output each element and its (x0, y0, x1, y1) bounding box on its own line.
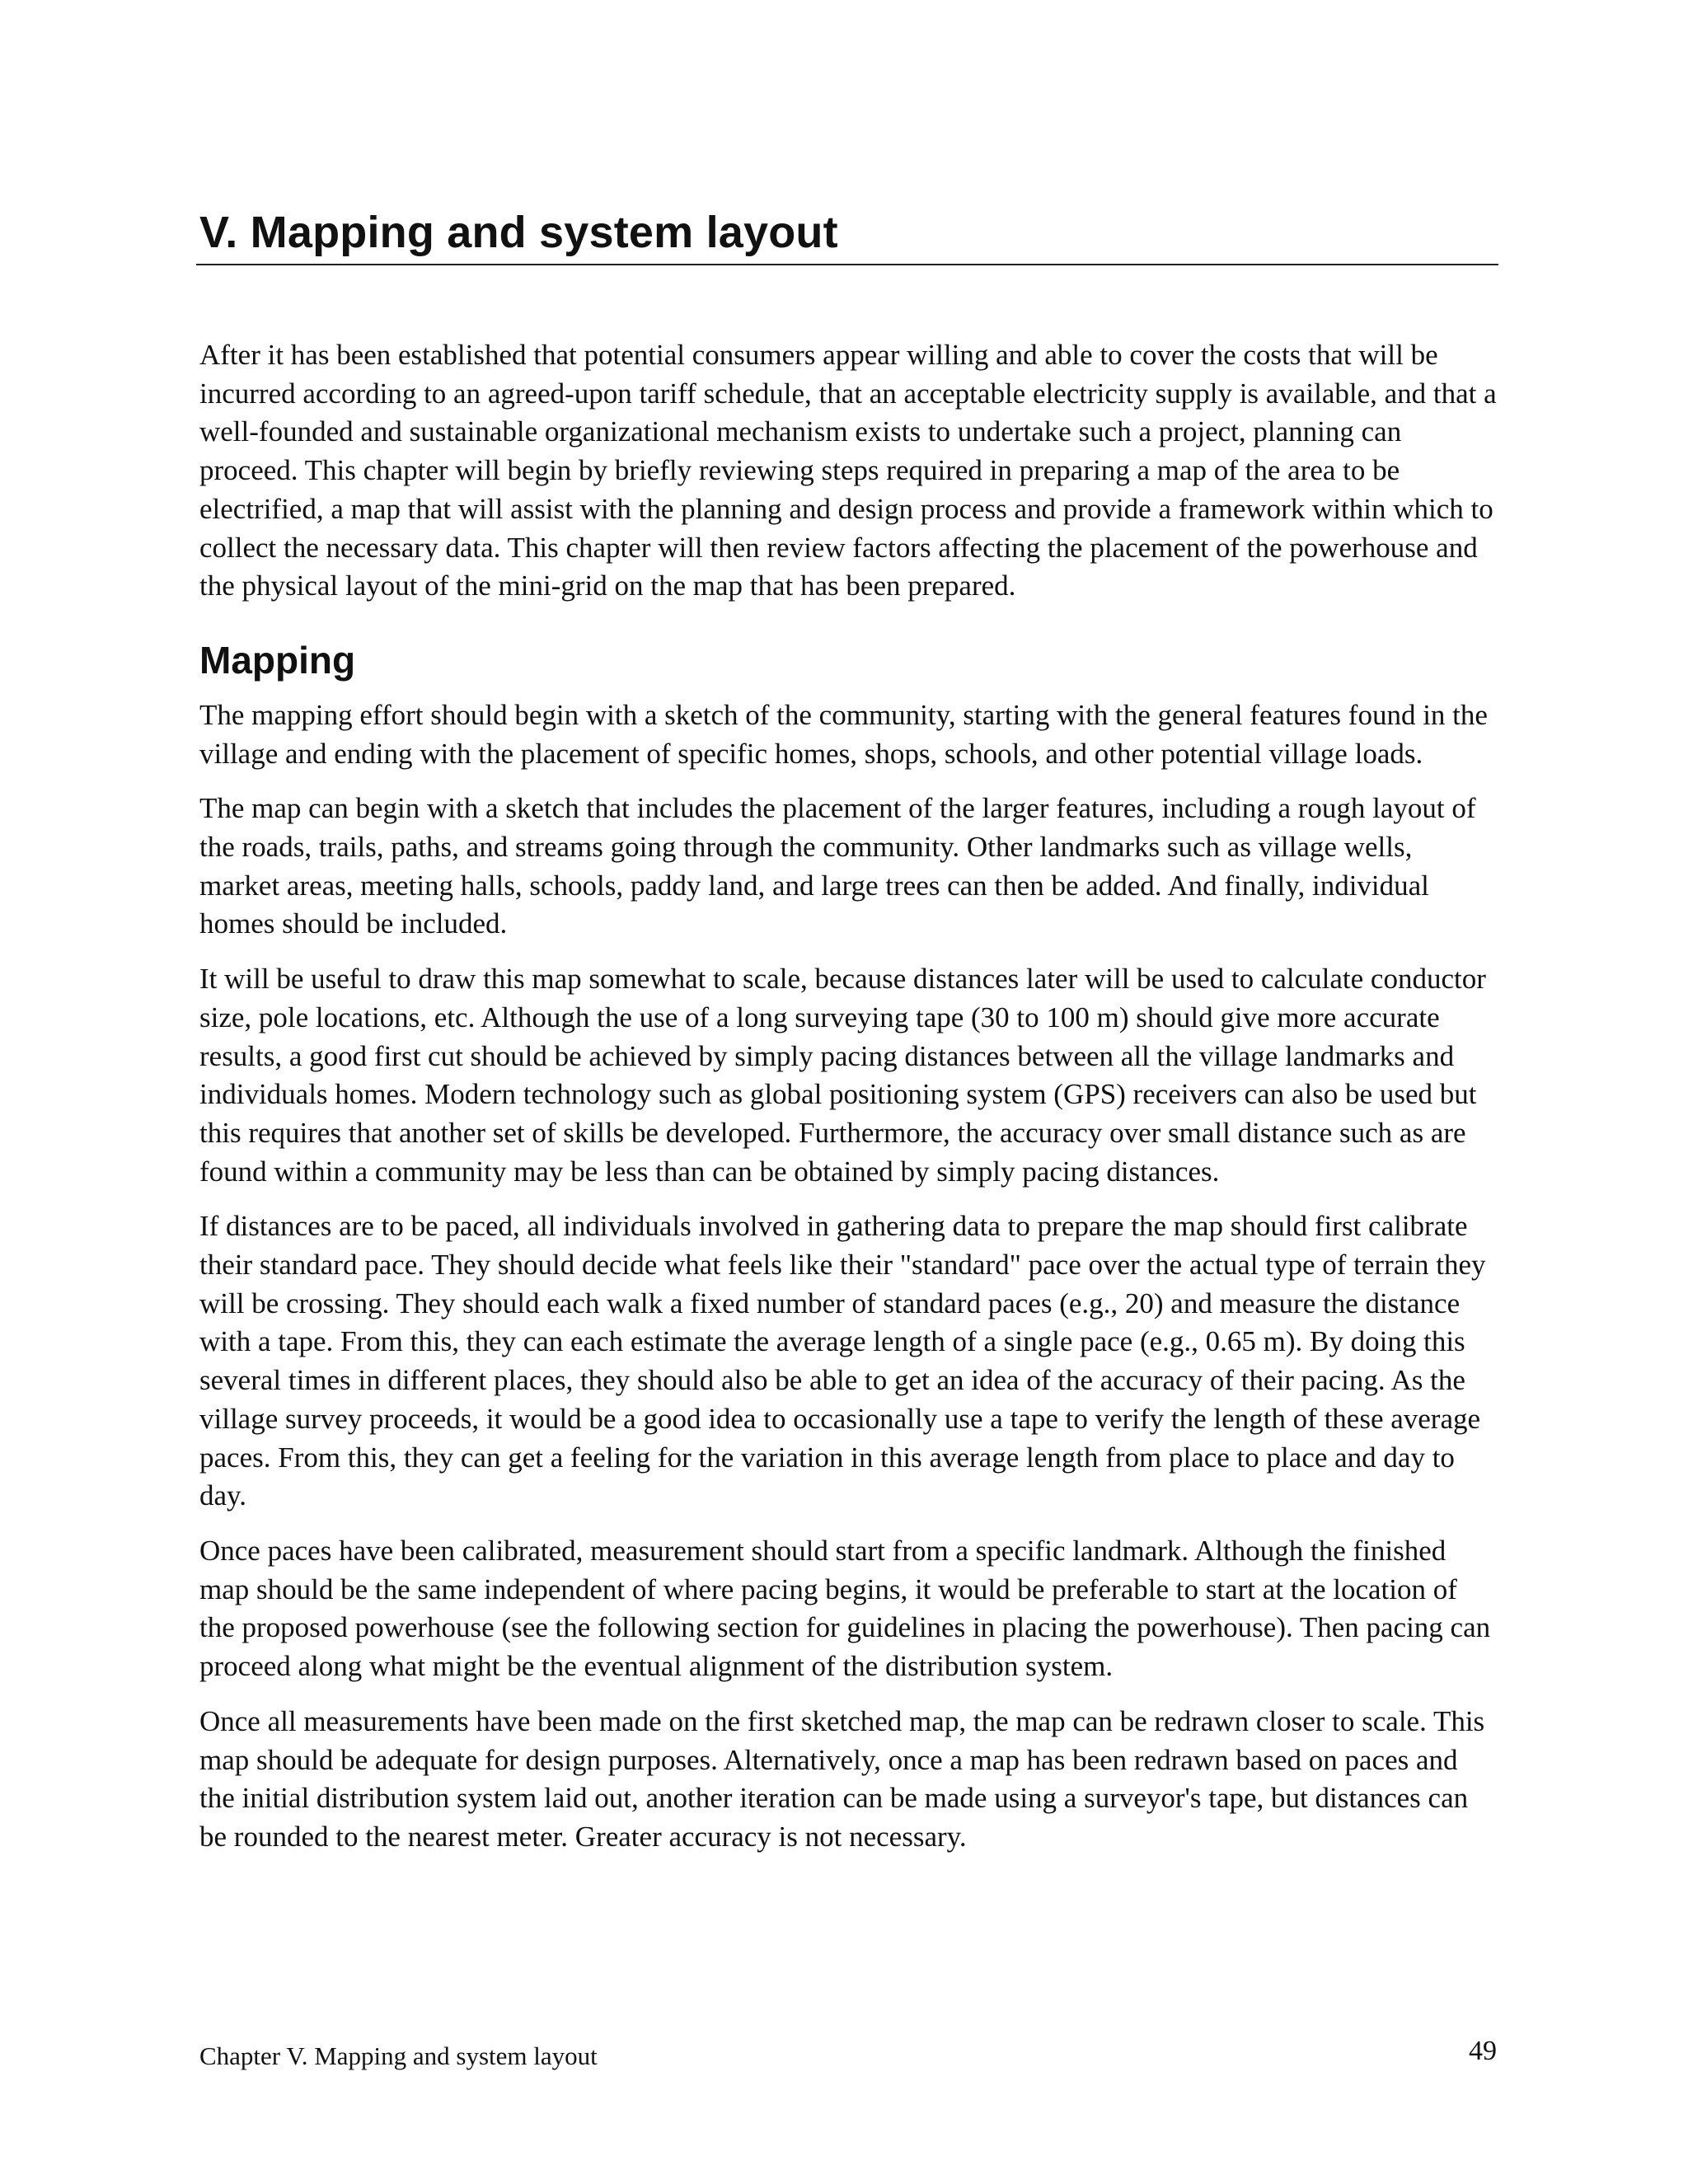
body-paragraph: The map can begin with a sketch that includes the placement of the larger features, including a rough layout of the roads, trails, paths, and streams going through the community. Other landmarks such as village wells, market areas, meeting halls, schools, paddy land, and large trees can then be added. And finally, individual homes should be included. (199, 792, 1476, 940)
body-paragraph: The mapping effort should begin with a sketch of the community, starting with the general features found in the village and ending with the placement of specific homes, shops, schools, and other potential village loads. (199, 698, 1488, 770)
document-page (196, 206, 1498, 1873)
section-heading-mapping: Mapping (199, 638, 356, 682)
body-paragraph: Once all measurements have been made on the first sketched map, the map can be redrawn closer to scale. This map should be adequate for design purposes. Alternatively, once a map has been redrawn based on paces and the initial distribution system laid out, another iteration can be made using a surveyor's tape, but distances can be rounded to the nearest meter. Greater accuracy is not necessary. (199, 1704, 1485, 1853)
intro-section (196, 336, 1498, 606)
body-paragraph: If distances are to be paced, all individuals involved in gathering data to prepare the map should first calibrate their standard pace. They should decide what feels like their "standard" pace over the actual type of terrain they will be crossing. They should each walk a fixed number of standard paces (e.g., 20) and measure the distance with a tape. From this, they can each estimate the average length of a single pace (e.g., 0.65 m). By doing this several times in different places, they should also be able to get an idea of the accuracy of their pacing. As the village survey proceeds, it would be a good idea to occasionally use a tape to verify the length of these average paces. From this, they can get a feeling for the variation in this average length from place to place and day to day. (199, 1210, 1486, 1512)
mapping-section-body (196, 696, 1498, 1857)
body-paragraph: It will be useful to draw this map somewhat to scale, because distances later will be used to calculate conductor size, pole locations, etc. Although the use of a long surveying tape (30 to 100 m) should give more accurate results, a good first cut should be achieved by simply pacing distances between all the village landmarks and individuals homes. Modern technology such as global positioning system (GPS) receivers can also be used but this requires that another set of skills be developed. Furthermore, the accuracy over small distance such as are found within a community may be less than can be obtained by simply pacing distances. (199, 963, 1486, 1188)
footer-running-title: Chapter V. Mapping and system layout (199, 2041, 598, 2070)
body-paragraph: Once paces have been calibrated, measurement should start from a specific landmark. Although the finished map should be the same independent of where pacing begins, it would be preferable to start at the location of the proposed powerhouse (see the following section for guidelines in placing the powerhouse). Then pacing can proceed along what might be the eventual alignment of the distribution system. (199, 1534, 1491, 1683)
page-number: 49 (1469, 2036, 1497, 2066)
intro-paragraph: After it has been established that potential consumers appear willing and able to cover the costs that will be incurred according to an agreed-upon tariff schedule, that an acceptable electricity supply is available, and that a well-founded and sustainable organizational mechanism exists to undertake such a project, planning can proceed. This chapter will begin by briefly reviewing steps required in preparing a map of the area to be electrified, a map that will assist with the planning and design process and provide a framework within which to collect the necessary data. This chapter will then review factors affecting the placement of the powerhouse and the physical layout of the mini-grid on the map that has been prepared. (199, 339, 1497, 602)
chapter-title: V. Mapping and system layout (196, 206, 1498, 265)
